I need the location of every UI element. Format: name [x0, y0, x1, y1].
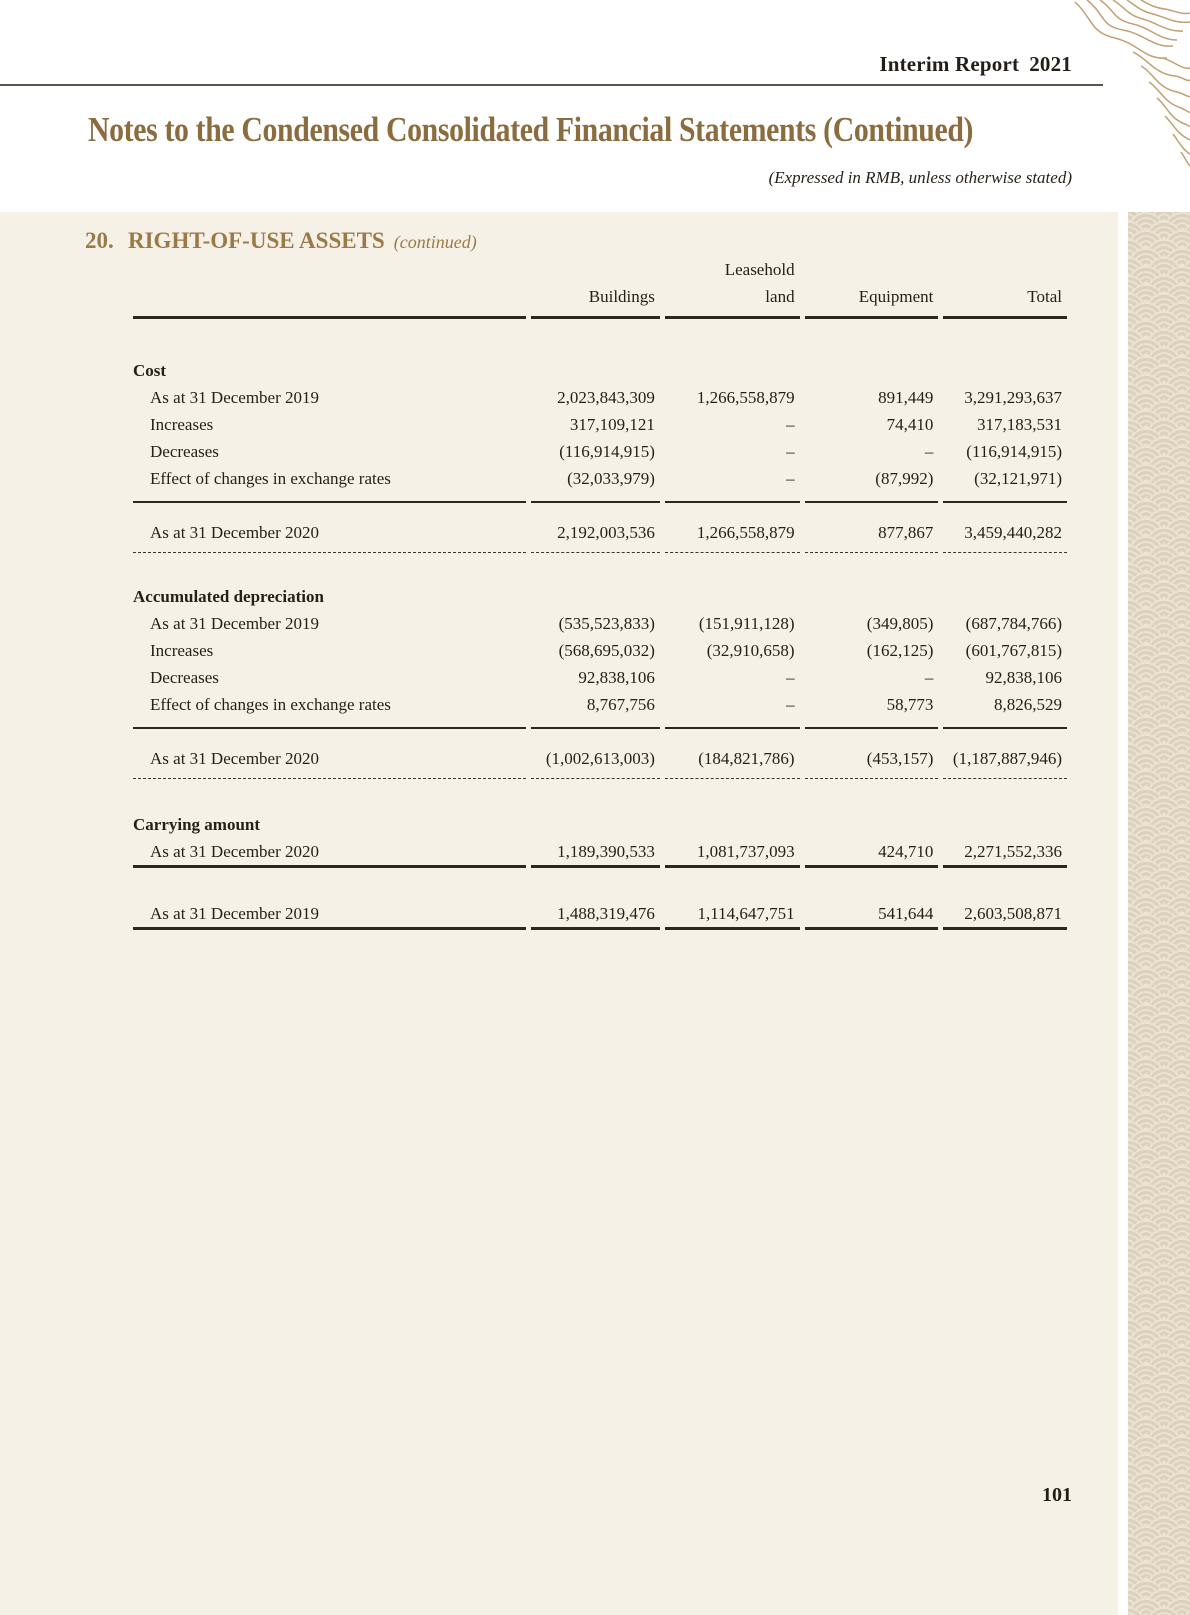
cell-value: 317,183,531 [977, 415, 1062, 434]
cell-value: 74,410 [886, 415, 934, 434]
cell-value: 2,023,843,309 [557, 388, 655, 407]
header-divider [0, 84, 1103, 86]
cell-value: (601,767,815) [965, 641, 1062, 660]
row-label: Accumulated depreciation [133, 587, 324, 606]
cell-value: 92,838,106 [578, 668, 655, 687]
cell-value: 8,826,529 [943, 691, 1067, 729]
section-heading [85, 228, 477, 254]
report-year: 2021 [1029, 52, 1072, 76]
table-row [133, 664, 1067, 691]
total-row [133, 838, 1067, 868]
cell-value: (32,121,971) [943, 465, 1067, 503]
cell-value: (116,914,915) [559, 442, 655, 461]
spacer-row [133, 503, 1067, 519]
cell-value: 877,867 [805, 519, 939, 553]
page-title: Notes to the Condensed Consolidated Financial Statements (Continued) [88, 110, 974, 149]
cell-value: (349,805) [866, 614, 934, 633]
spacer-row [133, 553, 1067, 583]
cell-value: 3,291,293,637 [964, 388, 1062, 407]
table-row [133, 438, 1067, 465]
table-row [133, 610, 1067, 637]
section-title-row [133, 357, 1067, 384]
row-label: As at 31 December 2020 [133, 838, 526, 868]
cell-value: 1,114,647,751 [665, 900, 800, 930]
row-label: Increases [150, 415, 214, 434]
table-row [133, 465, 1067, 503]
cell-value: (184,821,786) [665, 745, 800, 779]
spacer-row [133, 868, 1067, 900]
cell-value: 2,271,552,336 [943, 838, 1067, 868]
cell-value: 92,838,106 [985, 668, 1062, 687]
row-label: Cost [133, 361, 167, 380]
cell-value: 1,081,737,093 [665, 838, 800, 868]
subtotal-row [133, 519, 1067, 553]
row-label: Carrying amount [133, 815, 261, 834]
cell-value: – [786, 442, 795, 461]
page-number: 101 [1042, 1484, 1072, 1506]
cell-value: 2,192,003,536 [531, 519, 660, 553]
column-group-header: Leasehold [724, 260, 795, 279]
spacer-row [133, 319, 1067, 357]
cell-value: (116,914,915) [966, 442, 1062, 461]
subtotal-row [133, 745, 1067, 779]
row-label: As at 31 December 2019 [150, 388, 320, 407]
cell-value: 541,644 [805, 900, 939, 930]
report-header [879, 52, 1072, 77]
cell-value: 1,488,319,476 [531, 900, 660, 930]
section-title-row [133, 811, 1067, 838]
row-label: Effect of changes in exchange rates [133, 465, 526, 503]
cell-value: 891,449 [878, 388, 934, 407]
cell-value: 1,266,558,879 [665, 519, 800, 553]
column-header: Equipment [805, 283, 939, 319]
cell-value: (162,125) [866, 641, 934, 660]
row-label: As at 31 December 2019 [150, 614, 320, 633]
section-title: RIGHT-OF-USE ASSETS [128, 228, 385, 253]
section-number: 20. [85, 228, 114, 253]
row-label: As at 31 December 2019 [133, 900, 526, 930]
cell-value: (1,187,887,946) [943, 745, 1067, 779]
cell-value: 2,603,508,871 [943, 900, 1067, 930]
right-of-use-assets-table [128, 256, 1072, 930]
row-label: Decreases [150, 442, 219, 461]
cell-value: (32,033,979) [531, 465, 660, 503]
cell-value: 1,189,390,533 [531, 838, 660, 868]
cell-value: (453,157) [805, 745, 939, 779]
cell-value: (151,911,128) [698, 614, 795, 633]
wave-motif-icon [1045, 0, 1190, 175]
column-header: Total [943, 283, 1067, 319]
cell-value: 3,459,440,282 [943, 519, 1067, 553]
table-row [133, 691, 1067, 729]
row-label: As at 31 December 2020 [133, 519, 526, 553]
cell-value: 1,266,558,879 [696, 388, 795, 407]
cell-value: – [665, 691, 800, 729]
report-label: Interim Report [879, 52, 1020, 76]
seigaiha-pattern-strip [1128, 212, 1190, 1615]
spacer-row [133, 729, 1067, 745]
table-header-row-1 [133, 256, 1067, 283]
table-header-row-2 [133, 283, 1067, 319]
row-label: Decreases [150, 668, 219, 687]
cell-value: (32,910,658) [706, 641, 795, 660]
cell-value: (535,523,833) [558, 614, 655, 633]
row-label: As at 31 December 2020 [133, 745, 526, 779]
spacer-row [133, 779, 1067, 811]
cell-value: – [665, 465, 800, 503]
cell-value: – [924, 668, 934, 687]
cell-value: 8,767,756 [531, 691, 660, 729]
row-label: Increases [150, 641, 214, 660]
section-continued-label: (continued) [393, 232, 477, 252]
right-of-use-assets-table-wrap [128, 256, 1072, 930]
cell-value: (1,002,613,003) [531, 745, 660, 779]
column-header: land [665, 283, 800, 319]
table-row [133, 384, 1067, 411]
cell-value: 317,109,121 [569, 415, 655, 434]
cell-value: – [786, 415, 795, 434]
table-row [133, 637, 1067, 664]
table-row [133, 411, 1067, 438]
content-panel [0, 212, 1118, 1615]
cell-value: 424,710 [805, 838, 939, 868]
page-subtitle: (Expressed in RMB, unless otherwise stated) [768, 168, 1072, 187]
cell-value: (87,992) [805, 465, 939, 503]
cell-value: (687,784,766) [965, 614, 1062, 633]
section-title-row [133, 583, 1067, 610]
total-row [133, 900, 1067, 930]
cell-value: (568,695,032) [558, 641, 655, 660]
cell-value: 58,773 [805, 691, 939, 729]
row-label: Effect of changes in exchange rates [133, 691, 526, 729]
cell-value: – [924, 442, 934, 461]
cell-value: – [786, 668, 795, 687]
column-header: Buildings [531, 283, 660, 319]
